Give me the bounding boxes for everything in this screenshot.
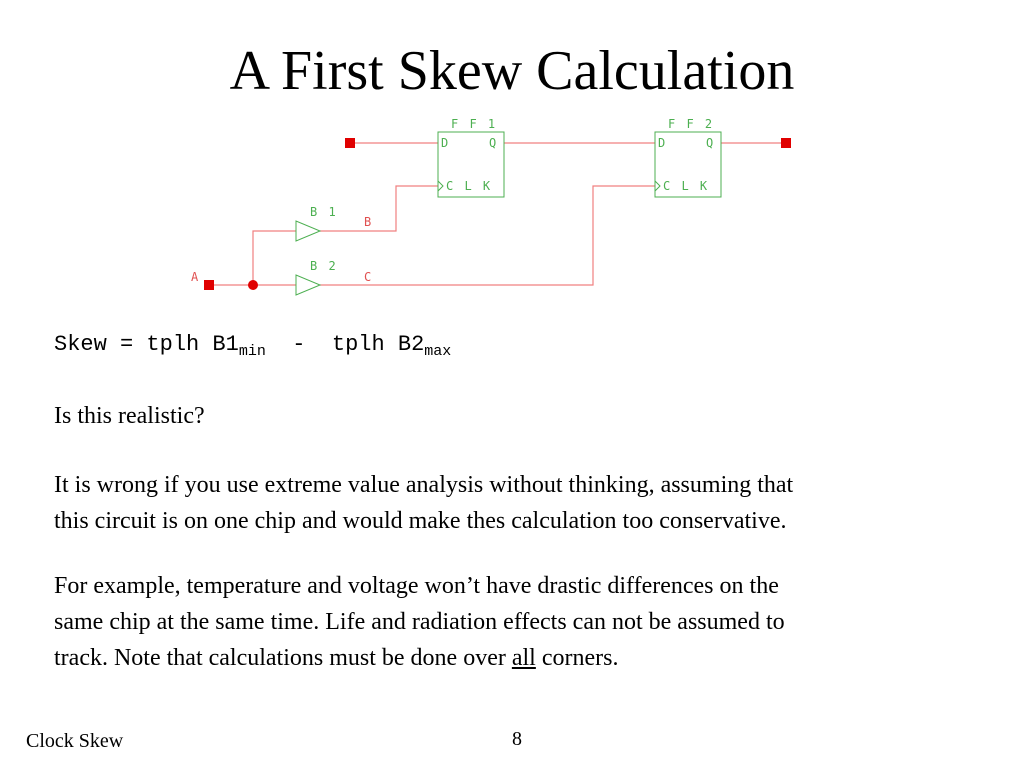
ff1-label: F F 1 <box>451 117 498 131</box>
ff2-label: F F 2 <box>668 117 715 131</box>
skew-formula <box>54 332 451 360</box>
ff1-pin-clk: C L K <box>446 179 493 193</box>
buffer-b1 <box>296 221 320 241</box>
slide-title: A First Skew Calculation <box>229 40 795 102</box>
explanation-line-2: this circuit is on one chip and would make thes calculation too conservative. <box>54 508 787 534</box>
example-line-3 <box>54 640 954 676</box>
example-paragraph <box>54 568 954 676</box>
ff2-pin-d: D <box>658 136 668 150</box>
junction-dot <box>248 280 258 290</box>
b2-label: B 2 <box>310 259 338 273</box>
ff2-pin-clk: C L K <box>663 179 710 193</box>
ff2-pin-q: Q <box>706 136 716 150</box>
input-port <box>345 138 355 148</box>
example-line-3-pre: track. Note that calculations must be done over <box>54 645 512 671</box>
net-a-label: A <box>191 270 201 284</box>
example-line-2: same chip at the same time. Life and radiation effects can not be assumed to <box>54 609 785 635</box>
wires <box>209 143 786 285</box>
example-line-1: For example, temperature and voltage won’t have drastic differences on the <box>54 573 779 599</box>
formula-part1: Skew = tplh B1 <box>54 332 239 357</box>
net-c-label: C <box>364 270 374 284</box>
b1-label: B 1 <box>310 205 338 219</box>
wire-a-branch <box>253 231 296 285</box>
formula-sub-min: min <box>238 343 266 360</box>
example-line-3-post: corners. <box>535 645 619 671</box>
ff2-clock-marker <box>655 181 660 191</box>
net-b-label: B <box>364 215 374 229</box>
underlined-all: all <box>511 645 536 671</box>
ff1-clock-marker <box>438 181 443 191</box>
port-a <box>204 280 214 290</box>
buffer-b2 <box>296 275 320 295</box>
explanation-paragraph <box>54 467 954 539</box>
circuit-schematic <box>0 0 1024 320</box>
explanation-line-1: It is wrong if you use extreme value analysis without thinking, assuming that <box>54 472 794 498</box>
formula-part2: - tplh B2 <box>265 332 425 357</box>
question-text: Is this realistic? <box>54 403 205 429</box>
formula-sub-max: max <box>424 343 452 360</box>
footer-title: Clock Skew <box>26 730 124 752</box>
output-port <box>781 138 791 148</box>
ff1-pin-d: D <box>441 136 451 150</box>
question-paragraph <box>54 398 954 434</box>
page-number: 8 <box>512 728 522 750</box>
wire-net-b <box>320 186 438 231</box>
ff1-pin-q: Q <box>489 136 499 150</box>
